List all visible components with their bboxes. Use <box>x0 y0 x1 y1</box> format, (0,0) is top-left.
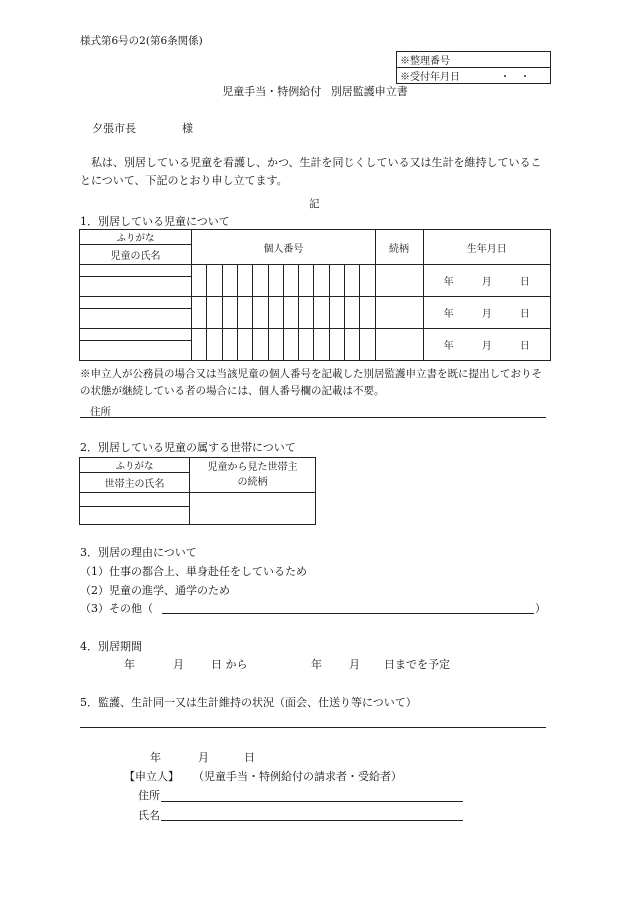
individual-number-digit-cell[interactable] <box>299 297 314 329</box>
addressee <box>92 123 193 134</box>
received-date-dots: ・・ <box>500 72 540 83</box>
statement-text: 私は、別居している児童を看護し、かつ、生計を同じくしている又は生計を維持していることについて、下記のとおり申し立てます。 <box>80 156 542 187</box>
birth-date-day-label: 日 <box>519 309 530 320</box>
furigana-header: ふりがな <box>80 230 192 245</box>
child-name-cell[interactable] <box>80 309 192 329</box>
application-day: 日 <box>244 751 255 764</box>
period-from-day: 日 から <box>211 658 248 671</box>
individual-number-digit-cell[interactable] <box>329 265 344 297</box>
individual-number-digit-cell[interactable] <box>360 265 375 297</box>
individual-number-digit-cell[interactable] <box>360 329 375 361</box>
individual-number-digit-cell[interactable] <box>283 265 298 297</box>
household-head-name-cell[interactable] <box>80 507 190 525</box>
birth-date-year-label: 年 <box>443 341 454 352</box>
individual-number-digit-cell[interactable] <box>207 329 222 361</box>
birth-date-header: 生年月日 <box>423 230 551 265</box>
household-relationship-header-line1: 児童から見た世帯主 <box>207 462 298 473</box>
application-month: 月 <box>198 751 209 764</box>
child-birth-date-cell[interactable] <box>423 265 551 297</box>
household-relationship-cell[interactable] <box>190 493 316 525</box>
section1-note: ※申立人が公務員の場合又は当該児童の個人番号を記載した別居監護申立書を既に提出しておりその状態が継続している者の場合には、個人番号欄の記載は不要。 <box>80 368 542 397</box>
individual-number-digit-cell[interactable] <box>283 297 298 329</box>
children-table <box>79 229 551 361</box>
household-relationship-header-line2: の続柄 <box>237 477 268 488</box>
reason-3[interactable]: （3）その他（ <box>80 602 153 615</box>
child-name-cell[interactable] <box>80 341 192 361</box>
period-from-month: 月 <box>173 658 184 671</box>
individual-number-digit-cell[interactable] <box>192 297 207 329</box>
support-status-field[interactable] <box>80 727 546 728</box>
household-furigana-header: ふりがな <box>80 458 190 473</box>
birth-date-month-label: 月 <box>481 341 492 352</box>
individual-number-header: 個人番号 <box>192 230 376 265</box>
child-relationship-cell[interactable] <box>375 265 423 297</box>
individual-number-digit-cell[interactable] <box>222 265 237 297</box>
individual-number-digit-cell[interactable] <box>253 297 268 329</box>
received-date-label: ※受付年月日 <box>400 72 460 83</box>
individual-number-digit-cell[interactable] <box>344 297 359 329</box>
individual-number-digit-cell[interactable] <box>283 329 298 361</box>
application-year: 年 <box>150 751 161 764</box>
individual-number-digit-cell[interactable] <box>329 297 344 329</box>
reference-number-label: ※整理番号 <box>400 56 450 67</box>
applicant-description: （児童手当・特例給付の請求者・受給者） <box>193 770 402 783</box>
child-relationship-cell[interactable] <box>375 297 423 329</box>
other-reason-close-paren: ） <box>535 602 546 615</box>
birth-date-month-label: 月 <box>481 277 492 288</box>
period-to-year: 年 <box>311 658 322 671</box>
birth-date-day-label: 日 <box>519 341 530 352</box>
individual-number-digit-cell[interactable] <box>299 329 314 361</box>
section5-heading: 5．監護、生計同一又は生計維持の状況（面会、仕送り等について） <box>80 696 417 709</box>
received-date-field[interactable] <box>397 68 551 84</box>
birth-date-year-label: 年 <box>443 277 454 288</box>
applicant-address-label: 住所 <box>138 789 160 802</box>
child-furigana-cell[interactable] <box>80 329 192 341</box>
individual-number-digit-cell[interactable] <box>268 297 283 329</box>
individual-number-digit-cell[interactable] <box>329 329 344 361</box>
individual-number-digit-cell[interactable] <box>314 265 329 297</box>
individual-number-digit-cell[interactable] <box>299 265 314 297</box>
household-furigana-cell[interactable] <box>80 493 190 507</box>
reason-2[interactable]: （2）児童の進学、通学のため <box>80 584 230 597</box>
title-part2: 別居監護申立書 <box>330 85 408 98</box>
child-address-field[interactable] <box>80 403 546 418</box>
individual-number-digit-cell[interactable] <box>344 265 359 297</box>
child-address-label: 住所 <box>90 406 111 418</box>
individual-number-digit-cell[interactable] <box>314 329 329 361</box>
period-to-day: 日までを予定 <box>384 658 450 671</box>
individual-number-digit-cell[interactable] <box>237 265 252 297</box>
separation-period[interactable] <box>124 659 450 670</box>
individual-number-digit-cell[interactable] <box>253 329 268 361</box>
addressee-honorific: 様 <box>182 122 193 135</box>
title-part1: 児童手当・特例給付 <box>222 85 322 98</box>
child-name-cell[interactable] <box>80 277 192 297</box>
applicant-name-field[interactable] <box>161 820 463 821</box>
individual-number-digit-cell[interactable] <box>207 297 222 329</box>
individual-number-digit-cell[interactable] <box>237 297 252 329</box>
birth-date-day-label: 日 <box>519 277 530 288</box>
child-name-header: 児童の氏名 <box>80 245 192 265</box>
child-furigana-cell[interactable] <box>80 297 192 309</box>
addressee-name: 夕張市長 <box>92 122 136 135</box>
form-number: 様式第6号の2(第6条関係) <box>80 35 203 47</box>
applicant-heading <box>124 771 402 782</box>
child-relationship-cell[interactable] <box>375 329 423 361</box>
child-birth-date-cell[interactable] <box>423 329 551 361</box>
ki-label: 記 <box>309 198 320 210</box>
section4-heading: 4．別居期間 <box>80 640 142 653</box>
individual-number-digit-cell[interactable] <box>222 329 237 361</box>
other-reason-field[interactable] <box>162 613 534 614</box>
individual-number-digit-cell[interactable] <box>360 297 375 329</box>
individual-number-digit-cell[interactable] <box>253 265 268 297</box>
period-from-year: 年 <box>124 658 135 671</box>
section1-heading: 1．別居している児童について <box>80 215 230 228</box>
birth-date-year-label: 年 <box>443 309 454 320</box>
section2-heading: 2．別居している児童の属する世帯について <box>80 441 296 454</box>
reason-1[interactable]: （1）仕事の都合上、単身赴任をしているため <box>80 565 307 578</box>
applicant-name-label: 氏名 <box>138 809 160 822</box>
household-head-name-header: 世帯主の氏名 <box>80 473 190 493</box>
application-date[interactable] <box>150 752 255 763</box>
individual-number-digit-cell[interactable] <box>222 297 237 329</box>
relationship-header: 続柄 <box>375 230 423 265</box>
document-title <box>0 86 630 97</box>
individual-number-digit-cell[interactable] <box>192 265 207 297</box>
period-to-month: 月 <box>349 658 360 671</box>
individual-number-digit-cell[interactable] <box>237 329 252 361</box>
individual-number-digit-cell[interactable] <box>314 297 329 329</box>
child-birth-date-cell[interactable] <box>423 297 551 329</box>
section3-heading: 3．別居の理由について <box>80 546 197 559</box>
office-use-box <box>396 51 551 84</box>
birth-date-month-label: 月 <box>481 309 492 320</box>
applicant-label: 【申立人】 <box>124 770 179 783</box>
child-furigana-cell[interactable] <box>80 265 192 277</box>
individual-number-digit-cell[interactable] <box>192 329 207 361</box>
reference-number-field[interactable] <box>397 52 551 68</box>
individual-number-digit-cell[interactable] <box>268 329 283 361</box>
applicant-address-field[interactable] <box>161 801 463 802</box>
household-table <box>79 457 316 525</box>
individual-number-digit-cell[interactable] <box>207 265 222 297</box>
individual-number-digit-cell[interactable] <box>268 265 283 297</box>
individual-number-digit-cell[interactable] <box>344 329 359 361</box>
